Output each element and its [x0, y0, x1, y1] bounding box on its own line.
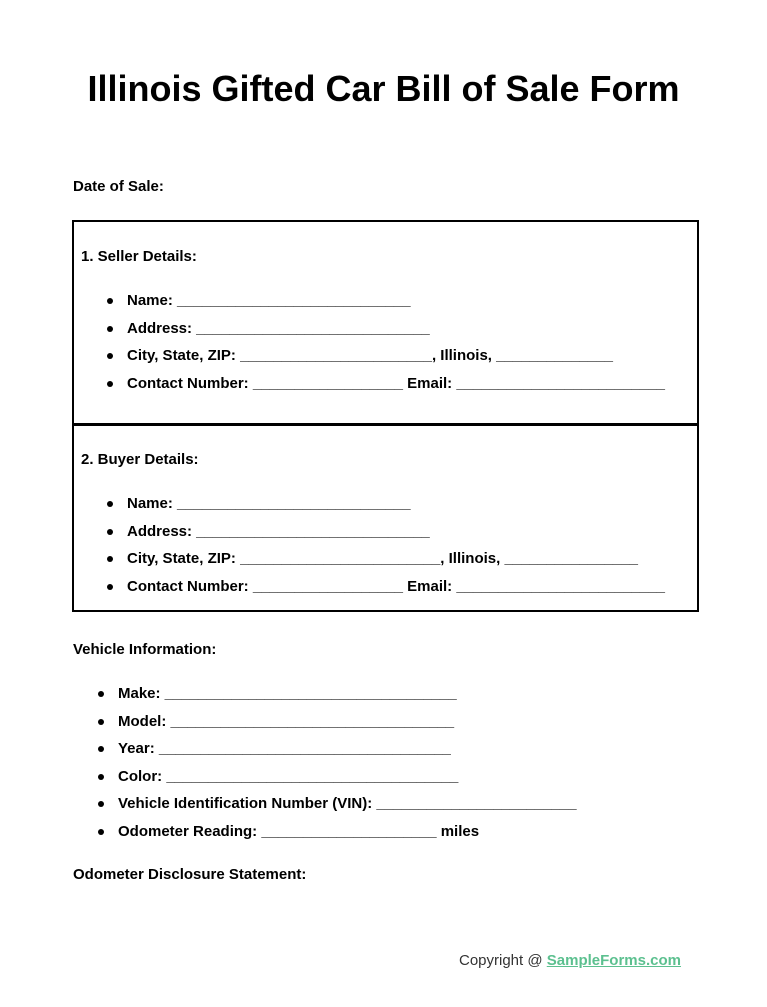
- buyer-address: Address: ____________________________: [107, 523, 665, 551]
- vehicle-list: [98, 685, 577, 851]
- vehicle-heading: Vehicle Information:: [73, 641, 217, 658]
- buyer-details-box: [72, 423, 699, 612]
- date-of-sale-label: Date of Sale:: [73, 178, 164, 195]
- seller-city-state-zip: City, State, ZIP: _______________________, Illinois, ______________: [107, 347, 665, 375]
- buyer-city-state-zip: City, State, ZIP: ________________________, Illinois, ________________: [107, 550, 665, 578]
- vehicle-odometer: Odometer Reading: _____________________ miles: [98, 823, 577, 851]
- vehicle-color: Color: ___________________________________: [98, 768, 577, 796]
- buyer-contact: Contact Number: __________________ Email: _________________________: [107, 578, 665, 606]
- odometer-disclosure-heading: Odometer Disclosure Statement:: [73, 866, 307, 883]
- copyright-text: Copyright @: [459, 952, 547, 969]
- seller-heading: 1. Seller Details:: [81, 248, 197, 265]
- vehicle-vin: Vehicle Identification Number (VIN): ________________________: [98, 795, 577, 823]
- seller-list: [107, 292, 665, 402]
- vehicle-model: Model: __________________________________: [98, 713, 577, 741]
- copyright-footer: [459, 952, 681, 969]
- seller-address: Address: ____________________________: [107, 320, 665, 348]
- buyer-heading: 2. Buyer Details:: [81, 451, 199, 468]
- sampleforms-link[interactable]: SampleForms.com: [546, 952, 681, 969]
- buyer-list: [107, 495, 665, 605]
- buyer-name: Name: ____________________________: [107, 495, 665, 523]
- page-title: Illinois Gifted Car Bill of Sale Form: [87, 68, 680, 109]
- vehicle-make: Make: ___________________________________: [98, 685, 577, 713]
- seller-details-box: [72, 220, 699, 426]
- vehicle-year: Year: ___________________________________: [98, 740, 577, 768]
- seller-contact: Contact Number: __________________ Email: _________________________: [107, 375, 665, 403]
- seller-name: Name: ____________________________: [107, 292, 665, 320]
